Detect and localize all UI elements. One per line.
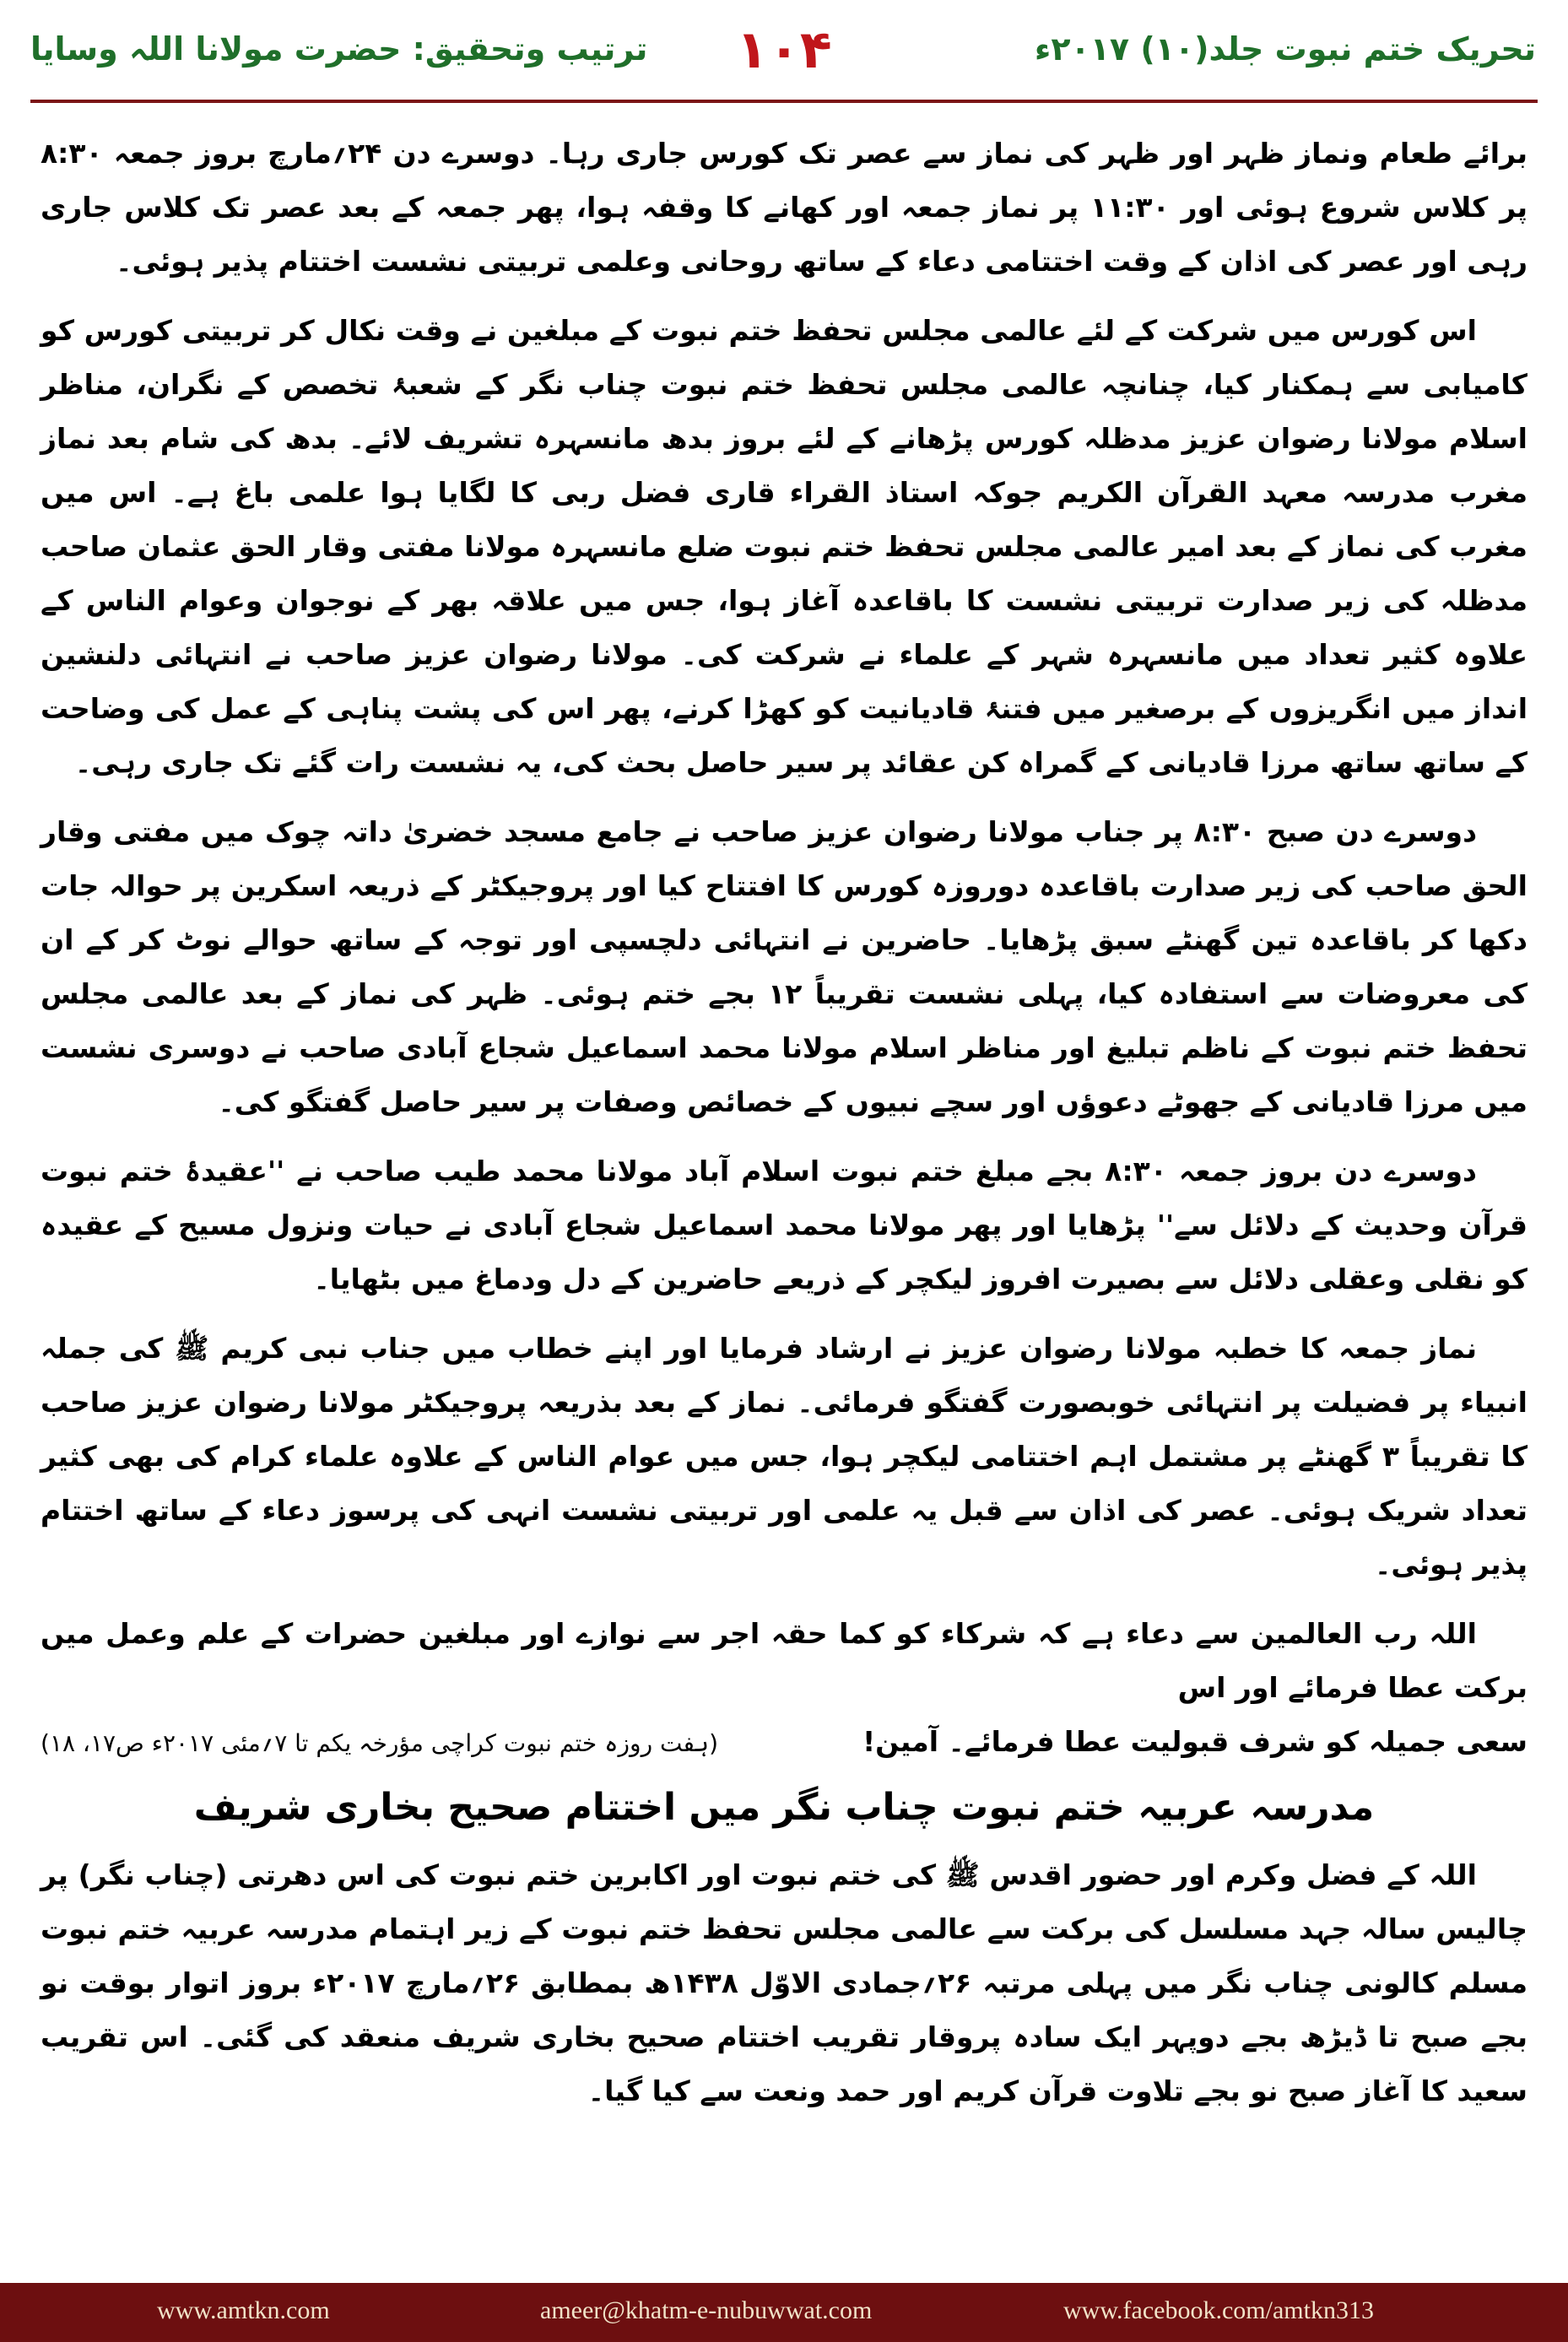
article-body bbox=[41, 127, 1527, 2220]
facebook-link[interactable]: www.facebook.com/amtkn313 bbox=[1063, 2296, 1374, 2324]
page-header bbox=[0, 0, 1568, 118]
paragraph: نماز جمعہ کا خطبہ مولانا رضوان عزیز نے ارشاد فرمایا اور اپنے خطاب میں جناب نبی کریم ﷺ کی جملہ انبیاء پر فضیلت پر انتہائی خوبصورت گفتگو فرمائی۔ نماز کے بعد بذریعہ پروجیکٹر مولانا رضوان عزیز صاحب کا تقریباً ۳ گھنٹے پر مشتمل اہم اختتامی لیکچر ہوا، جس میں عوام الناس کے علاوہ علماء کرام کی بھی کثیر تعداد شریک ہوئی۔ عصر کی اذان سے قبل یہ علمی اور تربیتی نشست انہی کی پرسوز دعاء کے ساتھ اختتام پذیر ہوئی۔ bbox=[41, 1332, 1528, 1581]
section-body: اللہ کے فضل وکرم اور حضور اقدس ﷺ کی ختم نبوت اور اکابرین ختم نبوت کی اس دھرتی (چناب نگر) پر چالیس سالہ جہد مسلسل کی برکت سے عالمی مجلس تحفظ ختم نبوت کے زیر اہتمام مدرسہ عربیہ ختم نبوت مسلم کالونی چناب نگر میں پہلی مرتبہ ۲۶؍جمادی الاوّل ۱۴۳۸ھ بمطابق ۲۶؍مارچ ۲۰۱۷ء بروز اتوار بوقت نو بجے صبح تا ڈیڑھ بجے دوپہر ایک سادہ پروقار تقریب اختتام صحیح بخاری شریف منعقد کی گئی۔ اس تقریب سعید کا آغاز صبح نو بجے تلاوت قرآن کریم اور حمد ونعت سے کیا گیا۔ bbox=[41, 1858, 1527, 2107]
paragraph: اس کورس میں شرکت کے لئے عالمی مجلس تحفظ ختم نبوت کے مبلغین نے وقت نکال کر تربیتی کورس کو کامیابی سے ہمکنار کیا، چنانچہ عالمی مجلس تحفظ ختم نبوت چناب نگر کے شعبۂ تخصص کے نگران، مناظر اسلام مولانا رضوان عزیز مدظلہ کورس پڑھانے کے لئے بروز بدھ مانسہرہ تشریف لائے۔ بدھ کی شام بعد نماز مغرب مدرسہ معہد القرآن الکریم جوکہ استاذ القراء قاری فضل ربی کا لگایا ہوا علمی باغ ہے۔ اس میں مغرب کی نماز کے بعد امیر عالمی مجلس تحفظ ختم نبوت ضلع مانسہرہ مولانا مفتی وقار الحق عثمان صاحب مدظلہ کی زیر صدارت تربیتی نشست کا باقاعدہ آغاز ہوا، جس میں علاقہ بھر کے نوجوان وعوام الناس کے علاوہ کثیر تعداد میں مانسہرہ شہر کے علماء نے شرکت کی۔ مولانا رضوان عزیز صاحب نے انتہائی دلنشین انداز میں انگریزوں کے برصغیر میں فتنۂ قادیانیت کو کھڑا کرنے، پھر اس کی پشت پناہی کے عمل کی وضاحت کے ساتھ ساتھ مرزا قادیانی کے گمراہ کن عقائد پر سیر حاصل بحث کی، یہ نشست رات گئے تک جاری رہی۔ bbox=[41, 314, 1527, 779]
paragraph: دوسرے دن بروز جمعہ ۸:۳۰ بجے مبلغ ختم نبوت اسلام آباد مولانا محمد طیب صاحب نے ''عقیدۂ ختم نبوت قرآن وحدیث کے دلائل سے'' پڑھایا اور پھر مولانا محمد اسماعیل شجاع آبادی نے حیات ونزول مسیح کے عقیدہ کو نقلی وعقلی دلائل سے بصیرت افروز لیکچر کے ذریعے حاضرین کے دل ودماغ میں بٹھایا۔ bbox=[41, 1155, 1527, 1295]
book-title: تحریک ختم نبوت جلد(۱۰) ۲۰۱۷ء bbox=[1034, 30, 1536, 68]
paragraph: برائے طعام ونماز ظہر اور ظہر کی نماز سے عصر تک کورس جاری رہا۔ دوسرے دن ۲۴؍مارچ بروز جمعہ ۸:۳۰ پر کلاس شروع ہوئی اور ۱۱:۳۰ پر نماز جمعہ اور کھانے کا وقفہ ہوا، پھر جمعہ کے بعد عصر تک کلاس جاری رہی اور عصر کی اذان کے وقت اختتامی دعاء کے ساتھ روحانی وعلمی تربیتی نشست اختتام پذیر ہوئی۔ bbox=[41, 137, 1527, 278]
paragraph: دوسرے دن صبح ۸:۳۰ پر جناب مولانا رضوان عزیز صاحب نے جامع مسجد خضریٰ داتہ چوک میں مفتی وقار الحق صاحب کی زیر صدارت باقاعدہ دوروزہ کورس کا افتتاح کیا اور پروجیکٹر کے ذریعہ اسکرین پر حوالہ جات دکھا کر باقاعدہ تین گھنٹے سبق پڑھایا۔ حاضرین نے انتہائی دلچسپی اور توجہ کے ساتھ حوالے نوٹ کر کے ان کی معروضات سے استفادہ کیا، پہلی نشست تقریباً ۱۲ بجے ختم ہوئی۔ ظہر کی نماز کے بعد عالمی مجلس تحفظ ختم نبوت کے ناظم تبلیغ اور مناظر اسلام مولانا محمد اسماعیل شجاع آبادی صاحب نے دوسری نشست میں مرزا قادیانی کے جھوٹے دعوؤں اور سچے نبیوں کے خصائص وصفات پر سیر حاصل گفتگو کی۔ bbox=[41, 815, 1528, 1118]
section-heading: مدرسہ عربیہ ختم نبوت چناب نگر میں اختتام صحیح بخاری شریف bbox=[193, 1786, 1375, 1829]
closing-amen: سعی جمیلہ کو شرف قبولیت عطا فرمائے۔ آمین! bbox=[862, 1725, 1527, 1758]
compiler-credit: ترتیب وتحقیق: حضرت مولانا اللہ وسایا bbox=[30, 30, 648, 68]
closing-line bbox=[41, 1715, 1527, 1771]
page-footer bbox=[0, 2283, 1568, 2342]
closing-dua: اللہ رب العالمین سے دعاء ہے کہ شرکاء کو کما حقہ اجر سے نوازے اور مبلغین حضرات کے علم وعمل میں برکت عطا فرمائے اور اس bbox=[41, 1617, 1527, 1704]
header-divider bbox=[30, 100, 1538, 103]
website-link[interactable]: www.amtkn.com bbox=[157, 2296, 330, 2324]
page-number: ۱۰۴ bbox=[736, 19, 832, 80]
email-link[interactable]: ameer@khatm-e-nubuwwat.com bbox=[540, 2296, 873, 2324]
source-citation: (ہفت روزہ ختم نبوت کراچی مؤرخہ یکم تا ۷؍مئی ۲۰۱۷ء ص۱۷، ۱۸) bbox=[41, 1729, 718, 1757]
